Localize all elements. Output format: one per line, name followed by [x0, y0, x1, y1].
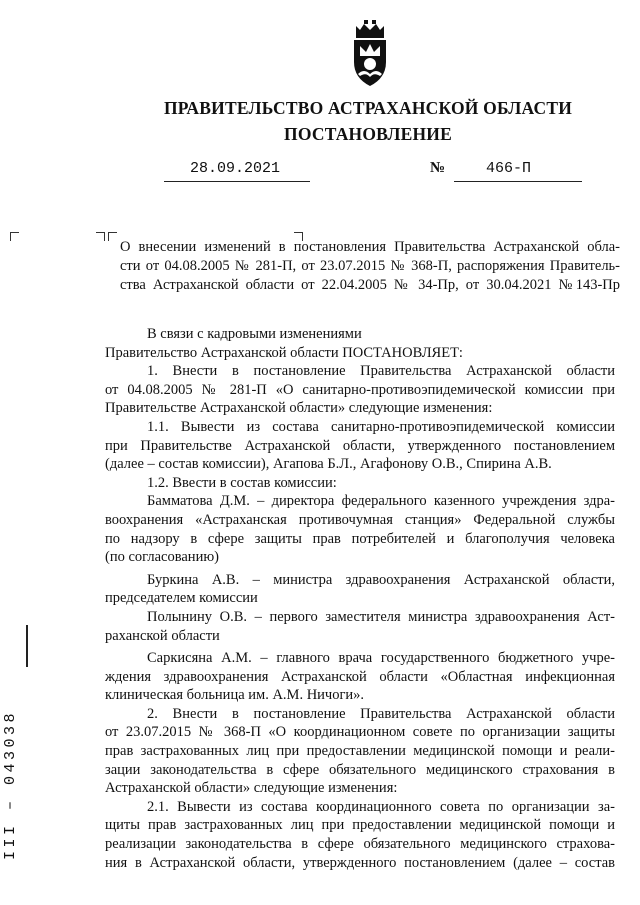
- body-line: зации законодательства в сфере обязательного медицинского страхования в: [105, 761, 615, 778]
- body-line: (далее – состав комиссии), Агапова Б.Л., Агафонову О.В., Спирина А.В.: [105, 456, 552, 473]
- body-line: от 23.07.2015 № 368-П «О координационном совете по организации защиты: [105, 724, 615, 741]
- coat-of-arms-emblem-icon: [346, 18, 394, 90]
- subject-line: О внесении изменений в постановления Правительства Астраханской обла-: [120, 239, 620, 255]
- body-line: Саркисяна А.М. – главного врача государственного бюджетного учре-: [147, 650, 615, 667]
- body-line: Буркина А.В. – министра здравоохранения Астраханской области,: [147, 571, 615, 588]
- body-line: В связи с кадровыми изменениями: [147, 326, 362, 342]
- document-body: [105, 325, 615, 872]
- body-line: 1.1. Вывести из состава санитарно-противоэпидемической комиссии: [147, 418, 615, 435]
- body-line: ждения здравоохранения Астраханской области «Областная инфекционная: [105, 668, 615, 685]
- body-line: щиты прав застрахованных лиц при предоставлении медицинской помощи и: [105, 817, 615, 834]
- document-subject: [120, 238, 620, 295]
- document-date: 28.09.2021: [190, 160, 281, 177]
- org-title: ПРАВИТЕЛЬСТВО АСТРАХАНСКОЙ ОБЛАСТИ: [163, 98, 573, 118]
- number-underline: [454, 181, 582, 182]
- body-line: 1.2. Ввести в состав комиссии:: [147, 474, 337, 491]
- body-line: 2. Внести в постановление Правительства Астраханской области: [147, 705, 615, 722]
- number-sign: №: [430, 160, 446, 176]
- body-line: реализации законодательства в сфере обязательного медицинского страхова-: [105, 836, 615, 853]
- body-line: 2.1. Вывести из состава координационного совета по организации за-: [147, 798, 615, 815]
- body-line: Астраханской области» следующие изменения:: [105, 780, 398, 797]
- body-line: (по согласованию): [105, 549, 219, 566]
- doc-type-title: ПОСТАНОВЛЕНИЕ: [284, 124, 452, 144]
- body-line: прав застрахованных лиц при предоставлении медицинской помощи и реали-: [105, 743, 615, 760]
- body-line: 1. Внести в постановление Правительства Астраханской области: [147, 363, 615, 380]
- body-line: Правительство Астраханской области ПОСТАНОВЛЯЕТ:: [105, 344, 463, 361]
- body-line: Бамматова Д.М. – директора федерального казенного учреждения здра-: [147, 493, 615, 510]
- date-underline: [164, 181, 310, 182]
- body-line: ния в Астраханской области, утвержденного постановлением (далее – состав: [105, 854, 615, 871]
- body-line: воохранения «Астраханская противочумная станция» Федеральной службы: [105, 511, 615, 528]
- serial-number: ІІІ – 043038: [2, 709, 19, 860]
- document-number: 466-П: [486, 160, 532, 177]
- body-line: при Правительстве Астраханской области, утвержденного постановлением: [105, 437, 615, 454]
- body-line: по надзору в сфере защиты прав потребителей и благополучия человека: [105, 530, 615, 547]
- corner-mark: [108, 232, 117, 241]
- body-line: клиническая больница им. А.М. Ничоги».: [105, 687, 365, 704]
- corner-mark: [96, 232, 105, 241]
- margin-line: [26, 625, 28, 667]
- body-line: председателем комиссии: [105, 590, 258, 607]
- body-line: от 04.08.2005 № 281-П «О санитарно-противоэпидемической комиссии при: [105, 381, 615, 398]
- body-line: Правительстве Астраханской области» следующие изменения:: [105, 400, 493, 417]
- body-line: Полынину О.В. – первого заместителя министра здравоохранения Аст-: [147, 608, 615, 625]
- subject-line: сти от 04.08.2005 № 281-П, от 23.07.2015 № 368-П, распоряжения Правитель-: [120, 258, 620, 274]
- corner-mark: [10, 232, 19, 241]
- body-line: раханской области: [105, 627, 220, 644]
- subject-line: ства Астраханской области от 22.04.2005 № 34-Пр, от 30.04.2021 №143-Пр: [120, 277, 620, 293]
